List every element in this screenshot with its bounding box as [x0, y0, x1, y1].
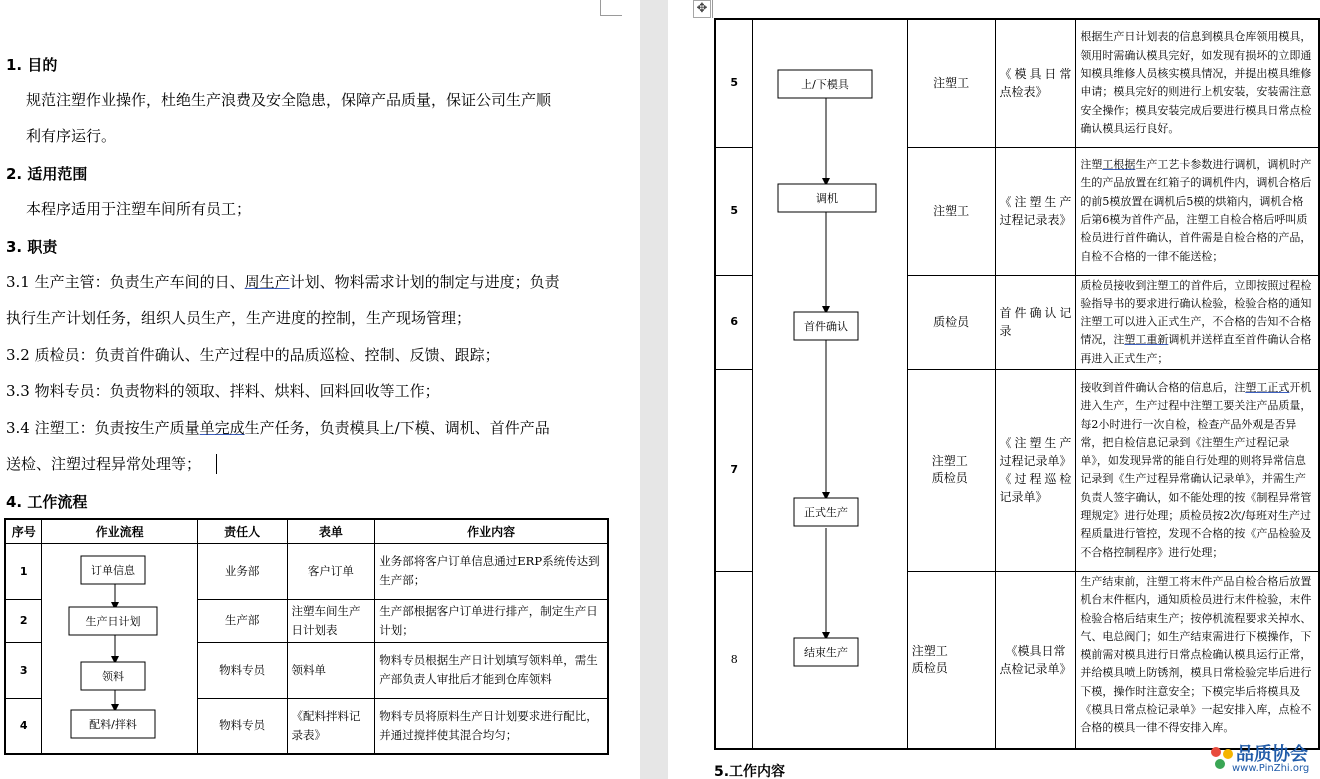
- owner-line: 注塑工: [911, 644, 948, 659]
- row-form: 《注塑生产过程记录表》: [995, 147, 1076, 275]
- row-number: 7: [715, 369, 753, 571]
- document-page-right: [668, 0, 1320, 779]
- col-header-content: 作业内容: [375, 519, 608, 543]
- row-number: 1: [5, 543, 42, 599]
- table-move-handle-icon[interactable]: ✥: [693, 0, 711, 18]
- flow-step-label: 首件确认: [804, 320, 848, 333]
- flow-step-label: 结束生产: [804, 646, 848, 659]
- flow-step-label: 上/下模具: [801, 78, 849, 91]
- row-number: 5: [715, 147, 753, 275]
- flow-step-label: 配料/拌料: [89, 718, 137, 731]
- col-header-owner: 责任人: [197, 519, 287, 543]
- row-form: 注塑车间生产日计划表: [287, 599, 375, 642]
- row-form: 客户订单: [287, 543, 375, 599]
- page-corner-mark: [712, 0, 713, 18]
- row-owner: 质检员: [907, 275, 995, 369]
- row-content: 物料专员将原料生产日计划要求进行配比，并通过搅拌使其混合均匀；: [375, 698, 608, 754]
- page-gutter: [640, 0, 668, 779]
- flow-step-label: 正式生产: [804, 506, 848, 519]
- watermark-name: 品质协会: [1236, 744, 1308, 765]
- form-line: 《过程巡检记录单》: [999, 472, 1072, 505]
- row-content: 物料专员根据生产日计划填写领料单，需生产部负责人审批后才能到仓库领料: [375, 642, 608, 698]
- duty-3-4-line-2: 送检、注塑过程异常处理等；: [6, 455, 202, 473]
- section-5-title: 5.工作内容: [714, 764, 786, 779]
- row-owner: 注塑工: [907, 19, 995, 147]
- owner-line: 质检员: [911, 661, 948, 676]
- row-number: 3: [5, 642, 42, 698]
- row-form: 领料单: [287, 642, 375, 698]
- flow-step-label: 调机: [816, 192, 838, 205]
- row-form: 《模具日常点检记录单》: [995, 571, 1076, 749]
- section-4-title: 4. 工作流程: [6, 493, 88, 511]
- row-number: 6: [715, 275, 753, 369]
- section-1-body-line-1: 规范注塑作业操作，杜绝生产浪费及安全隐患，保障产品质量，保证公司生产顺: [26, 91, 552, 109]
- row-content: 质检员接收到注塑工的首件后，立即按照过程检验指导书的要求进行确认检验，检验合格的通知注塑工可以进入正式生产，不合格的告知不合格情况，注塑工重新调机并送样直至首件确认合格再进入正式生产；: [1076, 275, 1319, 369]
- section-1-body-line-2: 利有序运行。: [26, 127, 117, 145]
- col-header-number: 序号: [5, 519, 42, 543]
- row-number: 4: [5, 698, 42, 754]
- row-content: 生产结束前，注塑工将末件产品自检合格后放置机台末件框内，通知质检员进行末件检验，末件检验合格后结束生产；按停机流程要求关掉水、气、电总阀门；如生产结束需进行下模操作，下模前需对模具进行日常点检确认模具运行正常，并给模具喷上防锈剂，模具日常检验完毕后进行下模，操作时注意安全；下模完毕后将模具及《模具日常点检记录单》一起安排入库，点检不合格的模具一律不得安排入库。: [1076, 571, 1319, 749]
- row-owner: 物料专员: [197, 698, 287, 754]
- row-number: 5: [715, 19, 753, 147]
- section-3-title: 3. 职责: [6, 238, 58, 256]
- section-2-body: 本程序适用于注塑车间所有员工；: [26, 200, 252, 218]
- row-content: 生产部根据客户订单进行排产，制定生产日计划；: [375, 599, 608, 642]
- row-owner: 注塑工: [907, 147, 995, 275]
- owner-line: 质检员: [931, 471, 968, 486]
- right-flowchart: [752, 20, 904, 750]
- duty-3-3: 3.3 物料专员：负责物料的领取、拌料、烘料、回料回收等工作；: [6, 382, 440, 400]
- row-form: 《配料拌料记录表》: [287, 698, 375, 754]
- row-form: 《模具日常点检表》: [995, 19, 1076, 147]
- duty-3-1-line-1: 3.1 生产主管：负责生产车间的日、周生产计划、物料需求计划的制定与进度；负责: [6, 273, 560, 291]
- watermark-url: www.PinZhi.org: [1232, 763, 1310, 774]
- col-header-form: 表单: [287, 519, 375, 543]
- row-owner: 物料专员: [197, 642, 287, 698]
- site-watermark: [1208, 738, 1320, 778]
- section-1-title: 1. 目的: [6, 56, 58, 74]
- row-number: 2: [5, 599, 42, 642]
- row-owner: 生产部: [197, 599, 287, 642]
- duty-3-4-line-1: 3.4 注塑工：负责按生产质量单完成生产任务，负责模具上/下模、调机、首件产品: [6, 419, 550, 437]
- row-owner: [907, 571, 995, 749]
- flow-step-label: 订单信息: [91, 564, 135, 577]
- row-number: 8: [715, 571, 753, 749]
- row-owner: 业务部: [197, 543, 287, 599]
- row-form: 首件确认记录: [995, 275, 1076, 369]
- section-2-title: 2. 适用范围: [6, 165, 88, 183]
- row-content: 业务部将客户订单信息通过ERP系统传达到生产部；: [375, 543, 608, 599]
- document-page-left: [0, 0, 640, 779]
- duty-3-1-line-2: 执行生产计划任务，组织人员生产，生产进度的控制，生产现场管理；: [6, 309, 472, 327]
- row-content: 根据生产日计划表的信息到模具仓库领用模具，领用时需确认模具完好，如发现有损坏的立即通知模具维修人员核实模具情况，并提出模具维修申请；模具完好的则进行上机安装，安装需注意安全操作；模具安装完成后要进行模具日常点检确认模具运行良好。: [1076, 19, 1319, 147]
- text-cursor: [216, 454, 217, 474]
- col-header-process: 作业流程: [42, 519, 197, 543]
- owner-line: 注塑工: [931, 454, 968, 469]
- left-flowchart: [43, 544, 199, 756]
- duty-3-2: 3.2 质检员：负责首件确认、生产过程中的品质巡检、控制、反馈、跟踪；: [6, 346, 500, 364]
- flow-step-label: 生产日计划: [85, 615, 141, 628]
- form-line: 《注塑生产过程记录单》: [999, 436, 1072, 469]
- page-corner-mark: [600, 0, 622, 16]
- row-content: 接收到首件确认合格的信息后，注塑工正式开机进入生产，生产过程中注塑工要关注产品质量，每2小时进行一次自检，检查产品外观是否异常，把自检信息记录到《注塑生产过程记录单》，如发现异常的能自行处理的则将异常信息记录到《生产过程异常确认记录单》，并需生产负责人签字确认，如不能处理的按《制程异常管理规定》进行处理；质检员按2次/每班对生产过程质量进行管控，发现不合格的按《产品检验及不合格控制程序》进行处理；: [1076, 369, 1319, 571]
- row-content: 注塑工根据生产工艺卡参数进行调机，调机时产生的产品放置在红箱子的调机件内，调机合格后的前5模放置在调机后5模的烘箱内，调机合格后第6模为首件产品，注塑工自检合格后呼叫质检员进行首件确认，首件需是自检合格的产品，自检不合格的一律不能送检；: [1076, 147, 1319, 275]
- row-form: [995, 369, 1076, 571]
- row-owner: [907, 369, 995, 571]
- flow-step-label: 领料: [102, 670, 124, 683]
